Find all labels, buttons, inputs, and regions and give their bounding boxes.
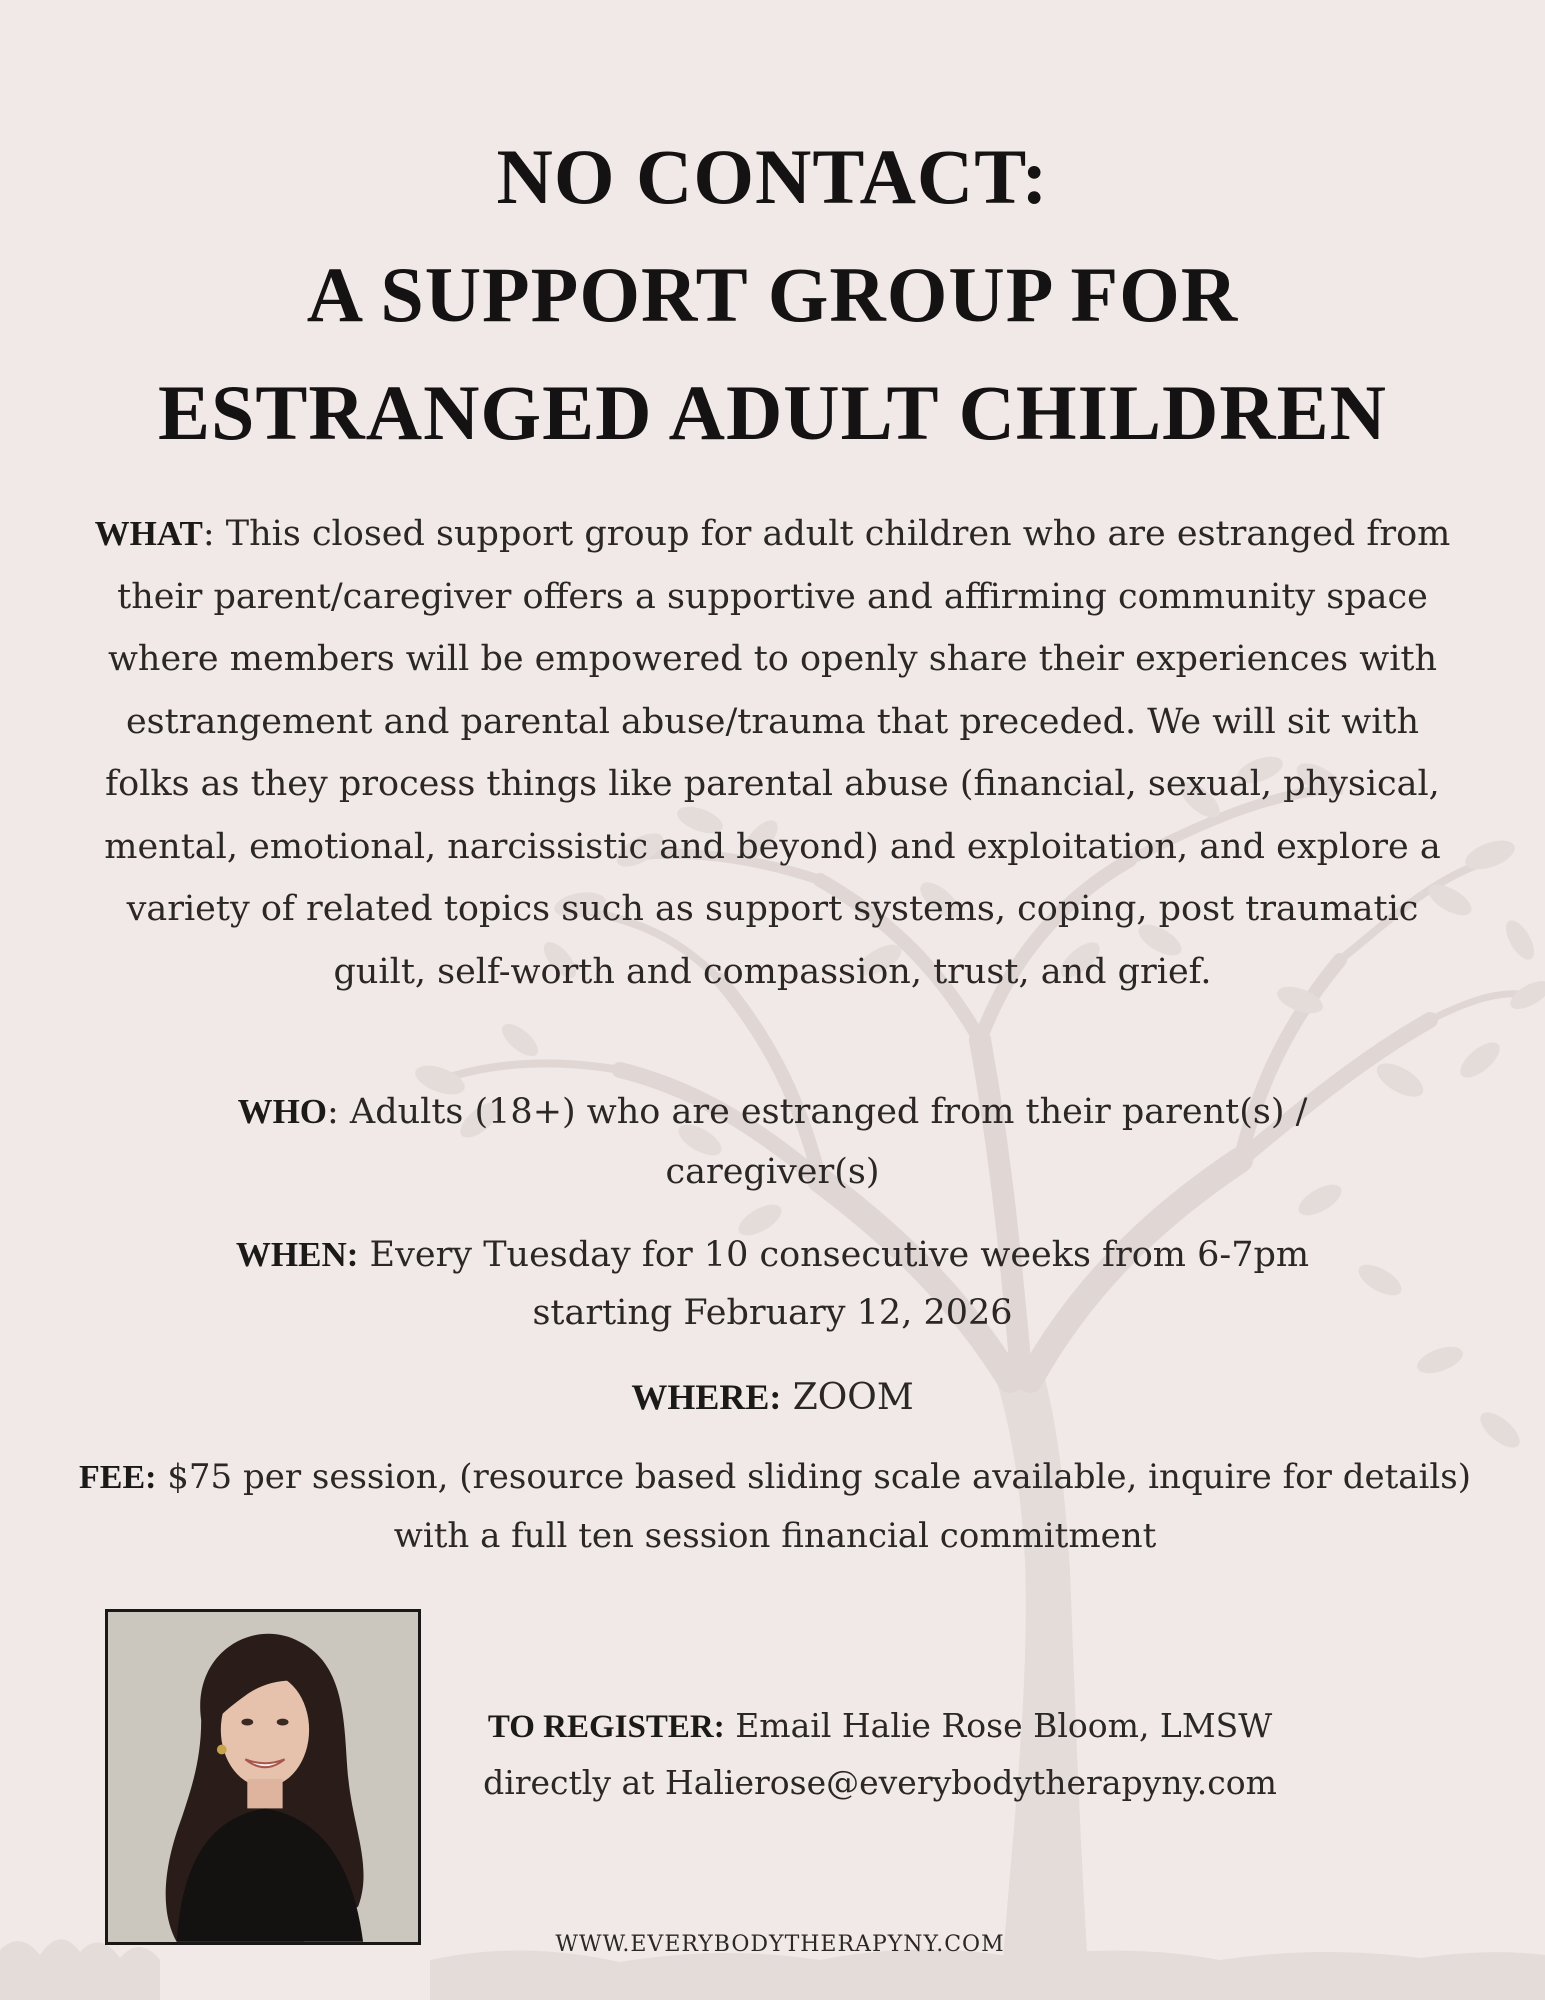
website-link[interactable]: WWW.EVERYBODYTHERAPYNY.COM xyxy=(555,1932,1005,1957)
register-section xyxy=(450,1698,1310,1811)
when-section xyxy=(170,1226,1375,1342)
what-label: WHAT xyxy=(94,514,203,553)
fee-text: $75 per session, (resource based sliding scale available, inquire for details) with a full ten session financial commitment xyxy=(156,1457,1471,1556)
who-label: WHO xyxy=(237,1092,328,1131)
when-text: Every Tuesday for 10 consecutive weeks from 6-7pm starting February 12, 2026 xyxy=(358,1235,1310,1333)
when-label: WHEN: xyxy=(235,1235,359,1274)
where-section xyxy=(200,1367,1345,1428)
register-label: TO REGISTER: xyxy=(487,1709,725,1745)
title-line-1: NO CONTACT: xyxy=(496,133,1049,220)
where-label: WHERE: xyxy=(631,1377,782,1417)
page-title xyxy=(0,118,1545,472)
title-line-2: A SUPPORT GROUP FOR xyxy=(306,251,1239,338)
what-section xyxy=(85,503,1460,1003)
where-text: ZOOM xyxy=(781,1377,914,1418)
fee-section xyxy=(70,1448,1480,1565)
register-text[interactable]: Email Halie Rose Bloom, LMSW directly at Halierose@everybodytherapyny.com xyxy=(483,1706,1277,1802)
portrait-photo xyxy=(105,1609,421,1945)
portrait-icon xyxy=(108,1612,418,1942)
what-text: : This closed support group for adult children who are estranged from their parent/caregiver offers a supportive and affirming community space where members will be empowered to openly share their experiences with estrangement and parental abuse/trauma that preceded. We will sit with folks as they process things like parental abuse (financial, sexual, physical, mental, emotional, narcissistic and beyond) and exploitation, and explore a variety of related topics such as support systems, coping, post traumatic guilt, self-worth and compassion, trust, and grief. xyxy=(104,514,1451,992)
who-text: : Adults (18+) who are estranged from their parent(s) / caregiver(s) xyxy=(327,1092,1308,1192)
who-section xyxy=(200,1082,1345,1202)
title-line-3: ESTRANGED ADULT CHILDREN xyxy=(157,369,1387,456)
fee-label: FEE: xyxy=(79,1459,157,1496)
